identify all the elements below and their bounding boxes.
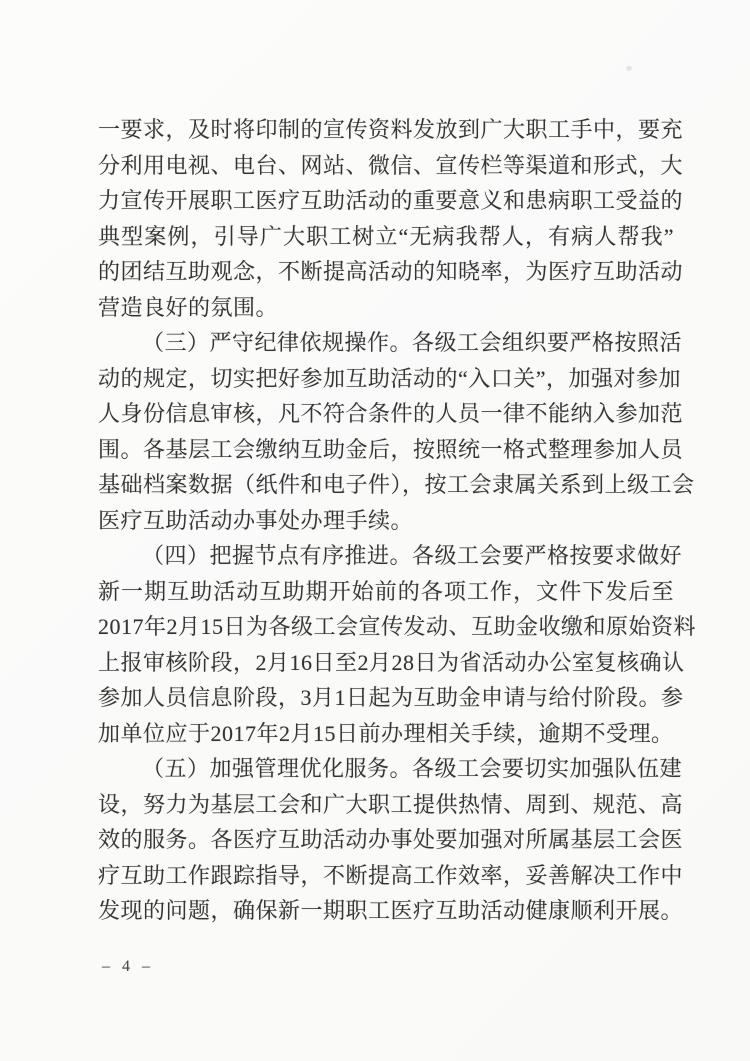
text-line: 发现的问题，确保新一期职工医疗互助活动健康顺利开展。	[98, 898, 684, 923]
text-line: 分利用电视、电台、网站、微信、宣传栏等渠道和形式，大	[98, 152, 684, 178]
document-body	[98, 112, 697, 929]
text-line: 上报审核阶段，2月16日至2月28日为省活动办公室复核确认	[98, 649, 685, 675]
text-line: 力宣传开展职工医疗互助活动的重要意义和患病职工受益的	[98, 188, 684, 213]
text-line: （三）严守纪律依规操作。各级工会组织要严格按照活	[142, 330, 683, 355]
text-line: 典型案例，引导广大职工树立“无病我帮人，有病人帮我”	[98, 223, 674, 249]
text-line: （四）把握节点有序推进。各级工会要严格按要求做好	[142, 543, 683, 568]
text-line: 一要求，及时将印制的宣传资料发放到广大职工手中，要充	[98, 117, 684, 142]
text-line: 效的服务。各医疗互助活动办事处要加强对所属基层工会医	[98, 827, 684, 852]
scan-smudge	[626, 66, 632, 71]
text-line: 围。各基层工会缴纳互助金后，按照统一格式整理参加人员	[98, 436, 684, 462]
text-line: 基础档案数据（纸件和电子件），按工会隶属关系到上级工会	[98, 472, 695, 497]
text-line: 新一期互助活动互助期开始前的各项工作，文件下发后至	[98, 578, 674, 604]
text-line: 的团结互助观念，不断提高活动的知晓率，为医疗互助活动	[98, 259, 684, 284]
page-number: – 4 –	[102, 958, 154, 975]
text-line: 人身份信息审核，凡不符合条件的人员一律不能纳入参加范	[98, 401, 684, 426]
text-line: 医疗互助活动办事处办理手续。	[98, 507, 414, 533]
text-line: 2017年2月15日为各级工会宣传发动、互助金收缴和原始资料	[98, 614, 697, 639]
text-line: 设，努力为基层工会和广大职工提供热情、周到、规范、高	[98, 791, 684, 817]
text-line: 疗互助工作跟踪指导，不断提高工作效率，妥善解决工作中	[98, 862, 684, 888]
text-line: 参加人员信息阶段，3月1日起为互助金申请与给付阶段。参	[98, 685, 684, 710]
text-line: 营造良好的氛围。	[98, 294, 279, 320]
text-line: 加单位应于2017年2月15日前办理相关手续，逾期不受理。	[98, 720, 674, 746]
text-line: （五）加强管理优化服务。各级工会要切实加强队伍建	[142, 756, 683, 781]
text-line: 动的规定，切实把好参加互助活动的“入口关”，加强对参加	[98, 365, 682, 391]
